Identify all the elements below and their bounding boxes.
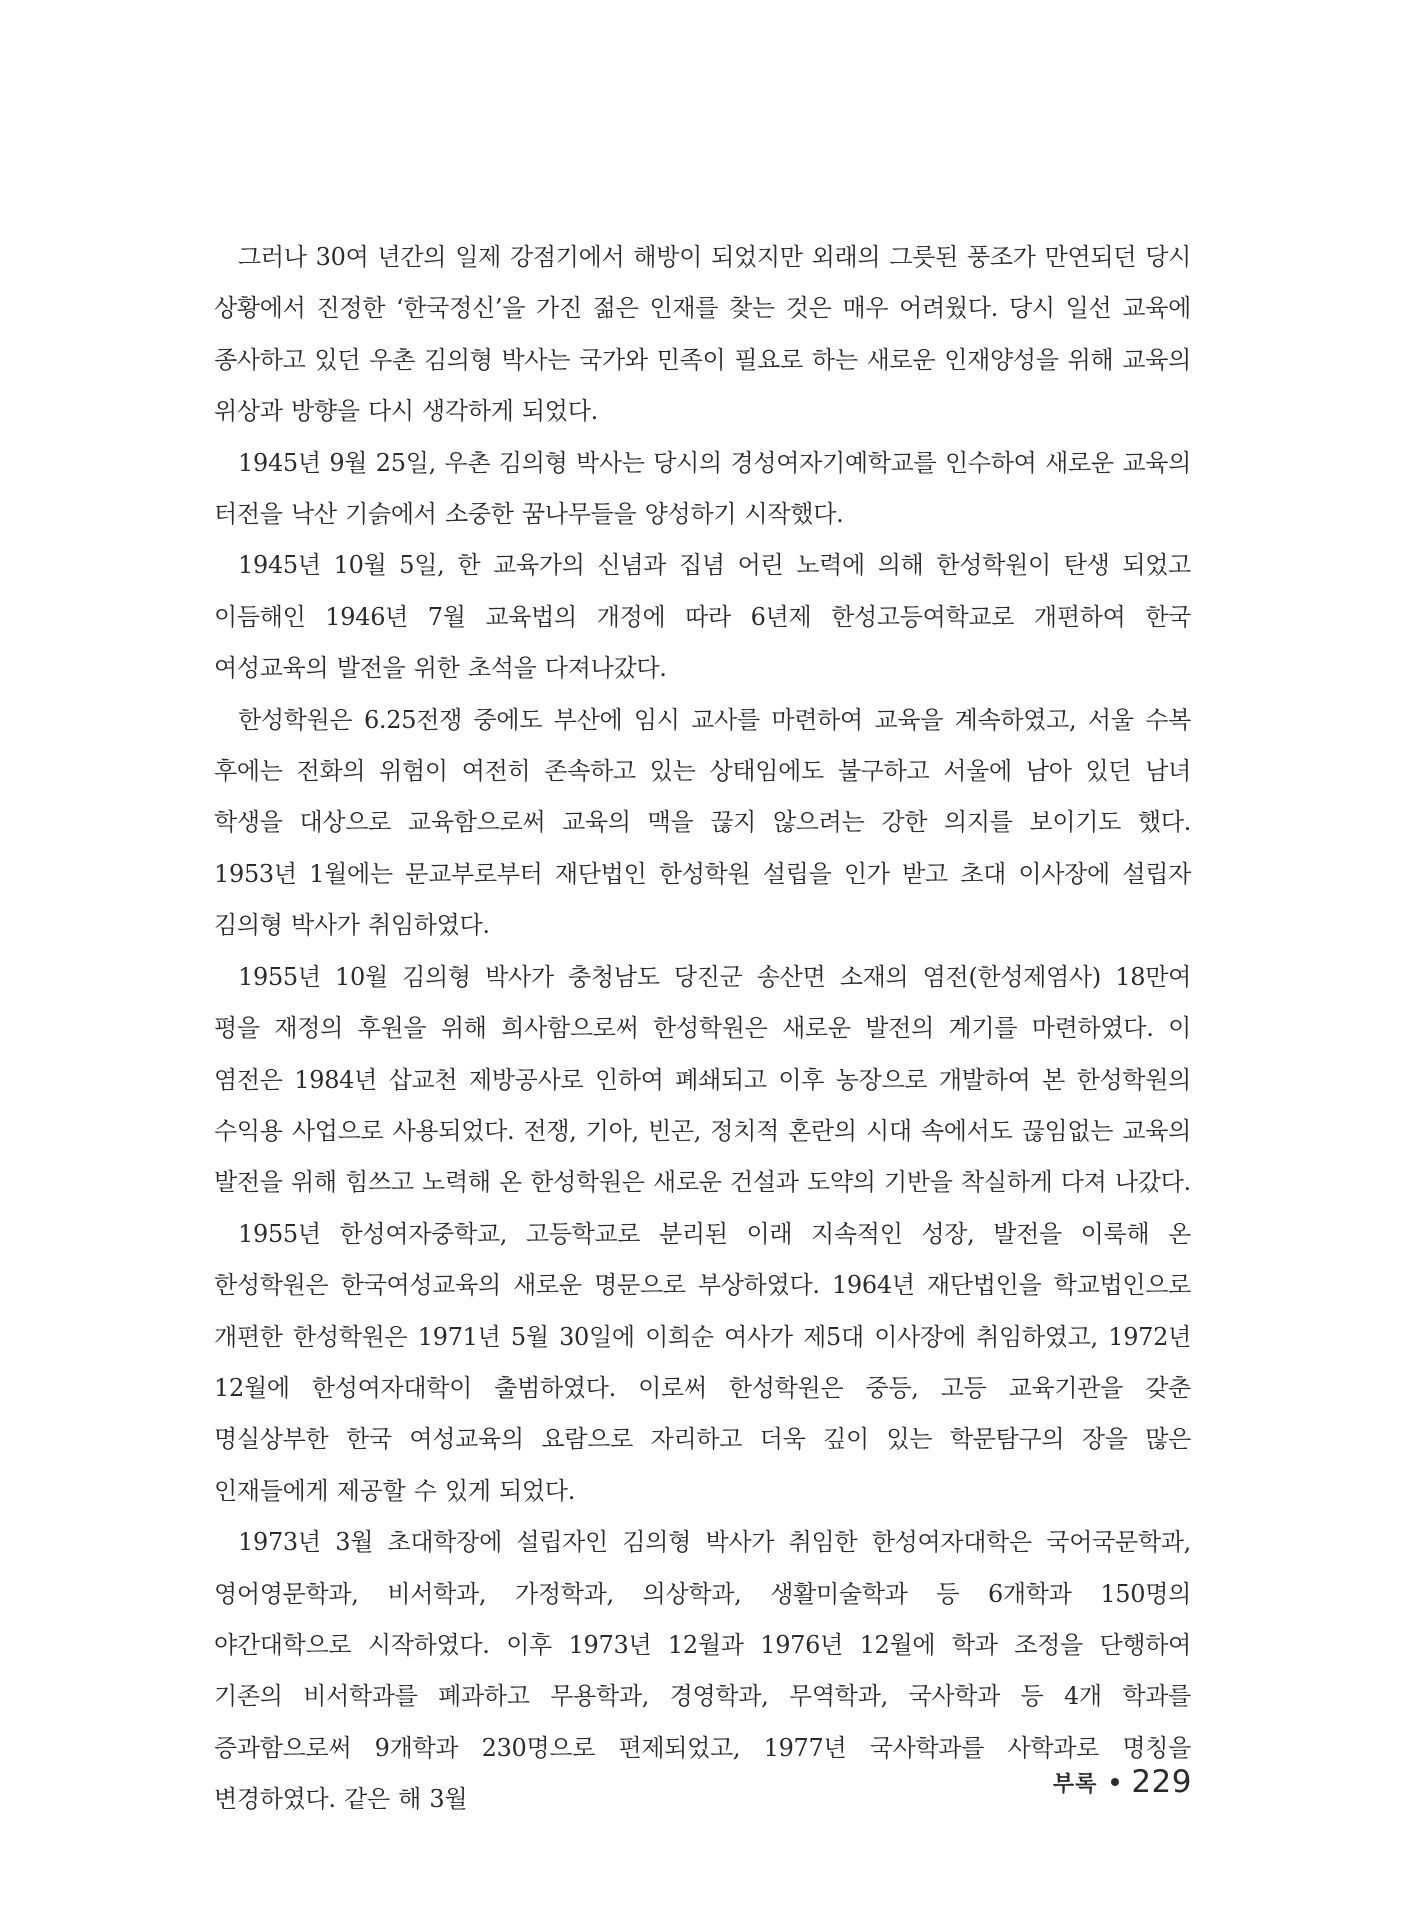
page-footer: [1053, 1762, 1192, 1802]
bullet-separator-icon: [1111, 1778, 1119, 1786]
page-number: 229: [1131, 1764, 1192, 1800]
paragraph-5: 1955년 10월 김의형 박사가 충청남도 당진군 송산면 소재의 염전(한성제염사) 18만여 평을 재정의 후원을 위해 희사함으로써 한성학원은 새로운 발전의 계기를 마련하였다. 이 염전은 1984년 삽교천 제방공사로 인하여 폐쇄되고 이후 농장으로 개발하여 본 한성학원의 수익용 사업으로 사용되었다. 전쟁, 기아, 빈곤, 정치적 혼란의 시대 속에서도 끊임없는 교육의 발전을 위해 힘쓰고 노력해 온 한성학원은 새로운 건설과 도약의 기반을 착실하게 다져 나갔다.: [214, 962, 1191, 1197]
paragraph-2: 1945년 9월 25일, 우촌 김의형 박사는 당시의 경성여자기예학교를 인수하여 새로운 교육의 터전을 낙산 기슭에서 소중한 꿈나무들을 양성하기 시작했다.: [214, 448, 1191, 529]
body-text: [214, 232, 1191, 1826]
paragraph-1: 그러나 30여 년간의 일제 강점기에서 해방이 되었지만 외래의 그릇된 풍조가 만연되던 당시 상황에서 진정한 ‘한국정신’을 가진 젊은 인재를 찾는 것은 매우 어려웠다. 당시 일선 교육에 종사하고 있던 우촌 김의형 박사는 국가와 민족이 필요로 하는 새로운 인재양성을 위해 교육의 위상과 방향을 다시 생각하게 되었다.: [214, 243, 1191, 426]
paragraph-3: 1945년 10월 5일, 한 교육가의 신념과 집념 어린 노력에 의해 한성학원이 탄생 되었고 이듬해인 1946년 7월 교육법의 개정에 따라 6년제 한성고등여학교로 개편하여 한국 여성교육의 발전을 위한 초석을 다져나갔다.: [214, 551, 1191, 683]
paragraph-6: 1955년 한성여자중학교, 고등학교로 분리된 이래 지속적인 성장, 발전을 이룩해 온 한성학원은 한국여성교육의 새로운 명문으로 부상하였다. 1964년 재단법인을 학교법인으로 개편한 한성학원은 1971년 5월 30일에 이희순 여사가 제5대 이사장에 취임하였고, 1972년 12월에 한성여자대학이 출범하였다. 이로써 한성학원은 중등, 고등 교육기관을 갖춘 명실상부한 한국 여성교육의 요람으로 자리하고 더욱 깊이 있는 학문탐구의 장을 많은 인재들에게 제공할 수 있게 되었다.: [214, 1219, 1191, 1505]
footer-section-label: 부록: [1052, 1771, 1098, 1797]
paragraph-7: 1973년 3월 초대학장에 설립자인 김의형 박사가 취임한 한성여자대학은 국어국문학과, 영어영문학과, 비서학과, 가정학과, 의상학과, 생활미술학과 등 6개학과 150명의 야간대학으로 시작하였다. 이후 1973년 12월과 1976년 12월에 학과 조정을 단행하여 기존의 비서학과를 폐과하고 무용학과, 경영학과, 무역학과, 국사학과 등 4개 학과를 증과함으로써 9개학과 230명으로 편제되었고, 1977년 국사학과를 사학과로 명칭을 변경하였다. 같은 해 3월: [214, 1528, 1191, 1814]
paragraph-4: 한성학원은 6.25전쟁 중에도 부산에 임시 교사를 마련하여 교육을 계속하였고, 서울 수복 후에는 전화의 위험이 여전히 존속하고 있는 상태임에도 불구하고 서울에 남아 있던 남녀 학생을 대상으로 교육함으로써 교육의 맥을 끊지 않으려는 강한 의지를 보이기도 했다. 1953년 1월에는 문교부로부터 재단법인 한성학원 설립을 인가 받고 초대 이사장에 설립자 김의형 박사가 취임하였다.: [214, 705, 1191, 940]
